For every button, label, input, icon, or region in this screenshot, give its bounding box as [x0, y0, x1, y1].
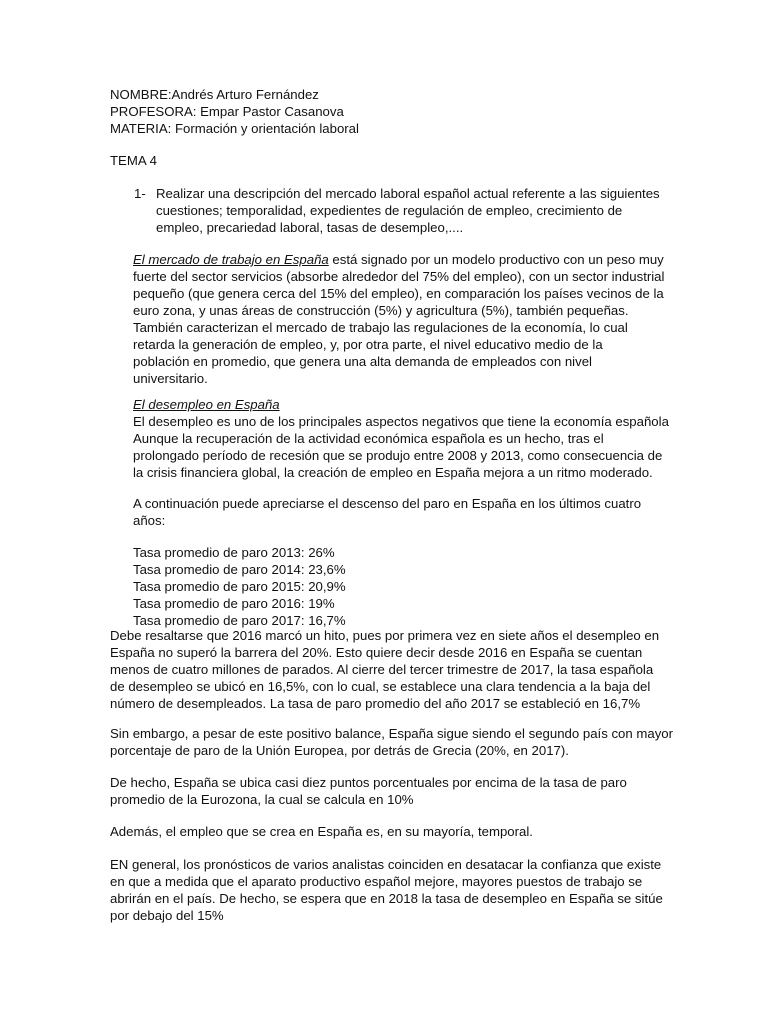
desempleo-paragraph — [133, 396, 669, 481]
question-number: 1- — [134, 186, 146, 201]
paragraph-line: número de desempleados. La tasa de paro promedio del año 2017 se estableció en 16,7% — [110, 696, 641, 711]
paragraph-line: Sin embargo, a pesar de este positivo balance, España sigue siendo el segundo país con mayor — [110, 726, 674, 741]
header-block — [110, 86, 359, 137]
paragraph-line: porcentaje de paro de la Unión Europea, por detrás de Grecia (20%, en 2017). — [110, 743, 569, 758]
teacher-name: PROFESORA: Empar Pastor Casanova — [110, 104, 344, 119]
mercado-heading: El mercado de trabajo en España — [133, 252, 329, 267]
continuacion-paragraph — [133, 495, 663, 529]
question-line: Realizar una descripción del mercado laboral español actual referente a las siguientes — [156, 186, 660, 201]
question-line: cuestiones; temporalidad, expedientes de regulación de empleo, crecimiento de — [156, 203, 623, 218]
paragraph-line: promedio de la Eurozona, la cual se calcula en 10% — [110, 792, 414, 807]
paragraph-line: El desempleo es uno de los principales aspectos negativos que tiene la economía española — [133, 414, 669, 429]
student-name: NOMBRE:Andrés Arturo Fernández — [110, 87, 319, 102]
paragraph-line: por debajo del 15% — [110, 908, 224, 923]
tasa-item: Tasa promedio de paro 2016: 19% — [133, 596, 335, 611]
paragraph-line: También caracterizan el mercado de trabajo las regulaciones de la economía, lo cual — [133, 320, 628, 335]
sin-embargo-paragraph — [110, 725, 674, 759]
paragraph-line: años: — [133, 513, 166, 528]
de-hecho-paragraph — [110, 774, 670, 808]
paragraph-line: retarda la generación de empleo, y, por otra parte, el nivel educativo medio de la — [133, 337, 603, 352]
mercado-first-line — [133, 251, 663, 268]
paragraph-line: prolongado período de recesión que se produjo entre 2008 y 2013, como consecuencia de — [133, 448, 663, 463]
desempleo-heading: El desempleo en España — [133, 397, 280, 412]
paragraph-line: Aunque la recuperación de la actividad económica española es un hecho, tras el — [133, 431, 604, 446]
tasa-item: Tasa promedio de paro 2015: 20,9% — [133, 579, 346, 594]
mercado-paragraph — [133, 251, 663, 387]
en-general-paragraph — [110, 856, 670, 924]
tasa-item: Tasa promedio de paro 2014: 23,6% — [133, 562, 346, 577]
paragraph-line: de desempleo se ubicó en 16,5%, con lo cual, se establece una clara tendencia a la baja del — [110, 679, 651, 694]
paragraph-line: EN general, los pronósticos de varios analistas coinciden en desatacar la confianza que existe — [110, 857, 662, 872]
mercado-first-line-rest: está signado por un modelo productivo con un peso muy — [328, 252, 664, 267]
question-line: empleo, precariedad laboral, tasas de desempleo,.... — [156, 220, 464, 235]
paragraph-line: abrirán en el país. De hecho, se espera que en 2018 la tasa de desempleo en España se sitúe — [110, 891, 663, 906]
tasas-list — [133, 544, 663, 629]
topic-title: TEMA 4 — [110, 153, 157, 168]
paragraph-line: en que a medida que el aparato productivo español mejore, mayores puestos de trabajo se — [110, 874, 643, 889]
subject-name: MATERIA: Formación y orientación laboral — [110, 121, 359, 136]
ademas-paragraph — [110, 823, 670, 840]
tasa-item: Tasa promedio de paro 2017: 16,7% — [133, 613, 346, 628]
paragraph-line: menos de cuatro millones de parados. Al cierre del tercer trimestre de 2017, la tasa española — [110, 662, 654, 677]
paragraph-line: De hecho, España se ubica casi diez puntos porcentuales por encima de la tasa de paro — [110, 775, 627, 790]
paragraph-line: pequeño (que genera cerca del 15% del empleo), en comparación los países vecinos de la — [133, 286, 664, 301]
paragraph-line: Además, el empleo que se crea en España es, en su mayoría, temporal. — [110, 824, 533, 839]
paragraph-line: población en promedio, que genera una alta demanda de empleados con nivel — [133, 354, 592, 369]
paragraph-line: universitario. — [133, 371, 208, 386]
question-text — [156, 185, 676, 236]
paragraph-line: euro zona, y unas áreas de construcción (5%) y agricultura (5%), también pequeñas. — [133, 303, 629, 318]
paragraph-line: A continuación puede apreciarse el descenso del paro en España en los últimos cuatro — [133, 496, 642, 511]
resaltar-paragraph — [110, 627, 670, 712]
paragraph-line: Debe resaltarse que 2016 marcó un hito, pues por primera vez en siete años el desempleo en — [110, 628, 660, 643]
tasa-item: Tasa promedio de paro 2013: 26% — [133, 545, 335, 560]
paragraph-line: España no superó la barrera del 20%. Esto quiere decir desde 2016 en España se cuentan — [110, 645, 643, 660]
paragraph-line: la crisis financiera global, la creación de empleo en España mejora a un ritmo moderado. — [133, 465, 653, 480]
paragraph-line: fuerte del sector servicios (absorbe alrededor del 75% del empleo), con un sector industrial — [133, 269, 665, 284]
